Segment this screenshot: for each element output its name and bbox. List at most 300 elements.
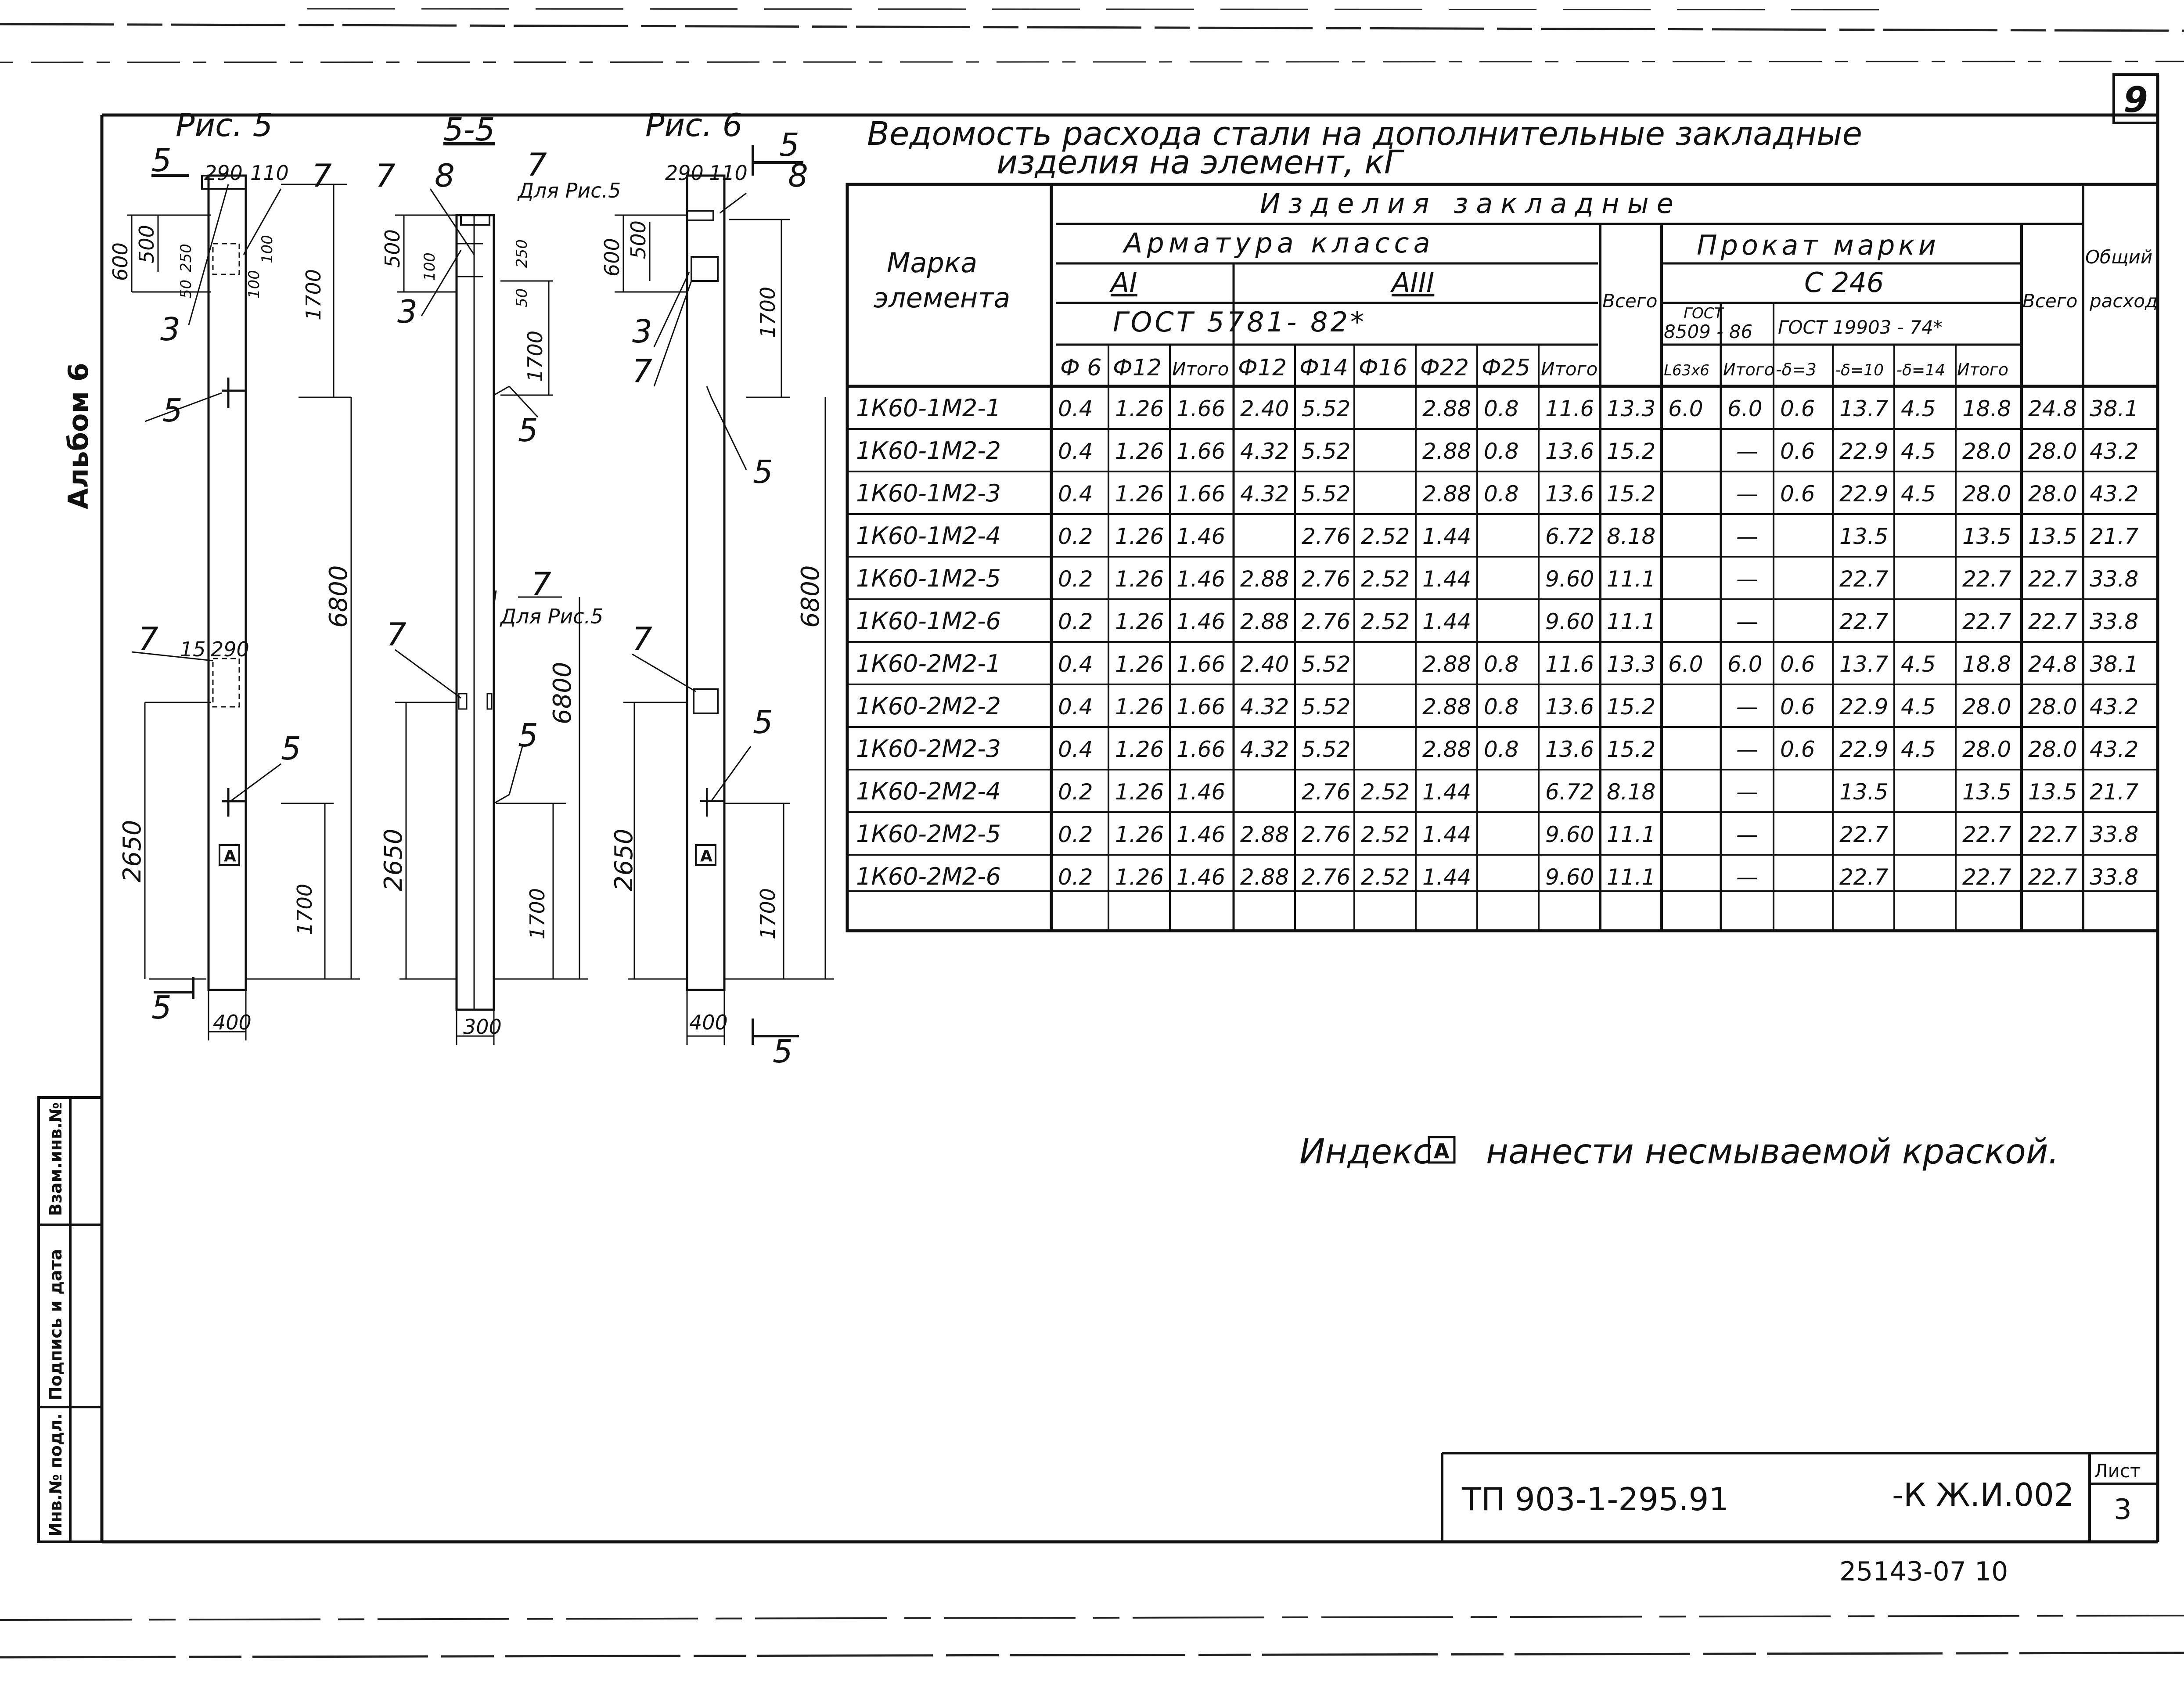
- table-cell: 13.3: [1607, 651, 1656, 677]
- table-cell: 1.44: [1422, 524, 1472, 549]
- sub-a1-f12: Ф12: [1113, 355, 1162, 381]
- table-cell: 22.9: [1839, 481, 1889, 507]
- table-cell: 13.7: [1839, 396, 1889, 421]
- table-cell: 2.88: [1422, 694, 1472, 720]
- table-cell: 0.8: [1484, 694, 1519, 720]
- table-cell: —: [1736, 694, 1758, 720]
- table-cell: 0.2: [1058, 822, 1093, 847]
- table-cell: 0.8: [1484, 439, 1519, 464]
- callout-7-mid-fig5: 7: [138, 620, 158, 657]
- figures: [127, 145, 834, 1045]
- hdr-total-overall-line2: расход: [2090, 290, 2158, 312]
- section-mark-5-top-fig6: 5: [779, 126, 799, 163]
- row-mark: 1К60-2М2-3: [856, 735, 1001, 763]
- table-cell: 6.0: [1668, 396, 1703, 421]
- callout-8-fig6: 8: [788, 157, 808, 194]
- callout-5-top-section: 5: [518, 412, 538, 449]
- table-cell: 4.5: [1901, 439, 1936, 464]
- table-cell: 13.5: [2028, 524, 2077, 549]
- table-cell: 1.46: [1177, 609, 1226, 634]
- table-cell: 13.3: [1607, 396, 1656, 421]
- table-cell: 0.6: [1780, 396, 1815, 421]
- row-mark: 1К60-1М2-6: [856, 607, 1001, 635]
- table-cell: 0.4: [1058, 694, 1093, 720]
- dim-290b-fig5: 290: [211, 637, 249, 661]
- table-cell: 1.26: [1115, 822, 1164, 847]
- table-cell: 4.32: [1240, 481, 1289, 507]
- archive-number: 25143-07 10: [1839, 1556, 2008, 1587]
- sub-a3-f25: Ф25: [1482, 355, 1530, 381]
- callout-5-bot-fig6: 5: [753, 704, 773, 741]
- table-cell: 28.0: [1962, 737, 2011, 762]
- table-cell: 2.52: [1361, 609, 1410, 634]
- hdr-rebar-class: Арматура класса: [1124, 227, 1435, 259]
- table-cell: 2.76: [1302, 864, 1351, 890]
- table-cell: 13.7: [1839, 651, 1889, 677]
- dim-1700-bottom-fig6: 1700: [756, 888, 780, 939]
- table-cell: 5.52: [1302, 481, 1351, 507]
- note-suffix: нанести несмываемой краской.: [1486, 1132, 2059, 1172]
- hdr-rolled-grade: Прокат марки: [1697, 229, 1940, 261]
- table-cell: 1.26: [1115, 524, 1164, 549]
- dim-290-fig5: 290: [204, 161, 243, 185]
- table-cell: 1.66: [1177, 694, 1226, 720]
- table-cell: —: [1736, 439, 1758, 464]
- row-mark: 1К60-2М2-4: [856, 777, 1001, 805]
- hdr-mark-line1: Марка: [887, 247, 978, 279]
- callout-7-for-fig5: 7: [527, 146, 547, 183]
- table-cell: 0.2: [1058, 524, 1093, 549]
- table-cell: 6.0: [1668, 651, 1703, 677]
- table-cell: —: [1736, 779, 1758, 805]
- row-mark: 1К60-1М2-5: [856, 565, 1001, 592]
- table-cell: 4.5: [1901, 481, 1936, 507]
- hdr-gost-8509: 8509 - 86: [1664, 321, 1753, 342]
- table-cell: 1.26: [1115, 651, 1164, 677]
- row-mark: 1К60-1М2-2: [856, 437, 1001, 464]
- table-cell: 18.8: [1962, 651, 2011, 677]
- callout-7-top-fig5: 7: [312, 157, 332, 194]
- table-cell: 1.26: [1115, 396, 1164, 421]
- callout-3-section: 3: [397, 293, 417, 330]
- table-cell: 1.26: [1115, 609, 1164, 634]
- table-cell: 1.44: [1422, 779, 1472, 805]
- hdr-total-rebar: Всего: [1602, 290, 1658, 312]
- callout-5-top-fig5: 5: [162, 392, 183, 429]
- table-cell: 0.4: [1058, 396, 1093, 421]
- table-cell: 33.8: [2090, 566, 2139, 592]
- hdr-rebar-gost: ГОСТ 5781- 82*: [1113, 306, 1367, 338]
- dim-100a-fig5: 100: [245, 270, 263, 299]
- table-cell: 22.7: [1839, 566, 1889, 592]
- sheet-label: Лист: [2094, 1460, 2141, 1482]
- dim-600-fig5: 600: [108, 242, 132, 281]
- dim-1700-top-section: 1700: [523, 330, 547, 382]
- table-cell: 22.7: [1839, 822, 1889, 847]
- dim-250-fig5: 250: [177, 244, 195, 272]
- note-prefix: Индекс: [1299, 1132, 1432, 1172]
- table-title-line2: изделия на элемент, кГ: [997, 144, 1403, 181]
- dim-100-section: 100: [421, 252, 439, 281]
- table-cell: 22.7: [1839, 864, 1889, 890]
- sub-19903-d14: -δ=14: [1896, 361, 1945, 379]
- sub-a3-f14: Ф14: [1299, 355, 1348, 381]
- table-cell: 0.6: [1780, 651, 1815, 677]
- table-cell: 1.46: [1177, 566, 1226, 592]
- dim-110-fig6: 110: [709, 161, 748, 185]
- table-cell: 15.2: [1607, 439, 1656, 464]
- table-cell: 6.0: [1727, 651, 1763, 677]
- table-cell: 1.26: [1115, 694, 1164, 720]
- table-cell: —: [1736, 737, 1758, 762]
- table-cell: 24.8: [2028, 396, 2077, 421]
- table-cell: 4.32: [1240, 439, 1289, 464]
- dim-500-fig5: 500: [135, 225, 158, 263]
- dim-2650-section: 2650: [379, 828, 408, 891]
- table-cell: 2.76: [1302, 524, 1351, 549]
- table-cell: —: [1736, 566, 1758, 592]
- row-mark: 1К60-1М2-3: [856, 479, 1001, 507]
- table-cell: 33.8: [2090, 822, 2139, 847]
- row-mark: 1К60-2М2-1: [856, 650, 1001, 677]
- table-cell: 13.6: [1545, 439, 1594, 464]
- table-cell: 13.6: [1545, 737, 1594, 762]
- sub-8509-l63: L63х6: [1664, 362, 1709, 379]
- row-mark: 1К60-2М2-2: [856, 692, 1001, 720]
- sheet-number: 3: [2114, 1494, 2132, 1526]
- table-cell: 1.44: [1422, 609, 1472, 634]
- table-cell: 22.7: [1962, 864, 2011, 890]
- table-cell: 22.9: [1839, 737, 1889, 762]
- table-cell: 9.60: [1545, 566, 1594, 592]
- table-grid: [847, 184, 2158, 931]
- table-cell: 11.1: [1607, 566, 1656, 592]
- table-cell: 9.60: [1545, 609, 1594, 634]
- table-cell: 22.7: [1962, 609, 2011, 634]
- table-cell: 43.2: [2090, 694, 2139, 720]
- stamp-signature-date: Подпись и дата: [46, 1249, 65, 1400]
- dim-400-fig6: 400: [689, 1011, 728, 1034]
- table-cell: 1.66: [1177, 481, 1226, 507]
- table-cell: 1.26: [1115, 439, 1164, 464]
- dim-100b-fig5: 100: [259, 235, 276, 263]
- fig5-title: Рис. 5: [176, 107, 273, 144]
- table-cell: 2.52: [1361, 566, 1410, 592]
- section-mark-5-top-fig5: 5: [151, 142, 172, 179]
- table-cell: 9.60: [1545, 864, 1594, 890]
- table-cell: 2.40: [1240, 396, 1289, 421]
- table-cell: —: [1736, 481, 1758, 507]
- callout-7-mid-for-fig5: 7: [531, 565, 551, 602]
- table-cell: 2.52: [1361, 864, 1410, 890]
- table-cell: 0.2: [1058, 566, 1093, 592]
- table-cell: 22.7: [2028, 822, 2077, 847]
- callout-5-bot-section: 5: [518, 717, 538, 754]
- table-cell: 15.2: [1607, 481, 1656, 507]
- table-cell: 22.7: [1962, 566, 2011, 592]
- table-cell: 1.46: [1177, 864, 1226, 890]
- page-number: 9: [2123, 79, 2148, 120]
- hdr-gost-8509-top: ГОСТ: [1684, 305, 1723, 322]
- table-cell: 2.88: [1240, 566, 1289, 592]
- callout-7-top-fig6: 7: [632, 353, 652, 389]
- table-cell: 28.0: [2028, 439, 2077, 464]
- sub-8509-total: Итого: [1723, 360, 1775, 379]
- table-cell: 4.32: [1240, 737, 1289, 762]
- table-cell: 5.52: [1302, 651, 1351, 677]
- dim-50-section: 50: [513, 288, 531, 307]
- table-cell: 0.4: [1058, 481, 1093, 507]
- table-cell: 13.5: [1962, 779, 2011, 805]
- callout-5-bot-fig5: 5: [281, 730, 301, 767]
- table-cell: 0.8: [1484, 481, 1519, 507]
- table-cell: 2.88: [1240, 864, 1289, 890]
- table-cell: 2.52: [1361, 779, 1410, 805]
- callout-5-top-fig6: 5: [753, 453, 773, 490]
- table-cell: 1.26: [1115, 566, 1164, 592]
- table-cell: 13.5: [1839, 779, 1889, 805]
- table-cell: 1.66: [1177, 439, 1226, 464]
- table-cell: 15.2: [1607, 694, 1656, 720]
- dim-1700-top-fig5: 1700: [302, 269, 325, 320]
- for-fig5-mid: Для Рис.5: [500, 605, 604, 628]
- doc-code: -К Ж.И.002: [1892, 1476, 2074, 1513]
- table-cell: 43.2: [2090, 737, 2139, 762]
- hdr-class-a3: АIII: [1392, 266, 1435, 299]
- sub-a3-f12: Ф12: [1238, 355, 1287, 381]
- dim-110-fig5: 110: [250, 161, 289, 185]
- table-cell: 0.2: [1058, 864, 1093, 890]
- table-cell: 28.0: [2028, 737, 2077, 762]
- dim-15-fig5: 15: [180, 637, 206, 661]
- callout-7-mid-section: 7: [386, 616, 407, 653]
- table-cell: 0.6: [1780, 439, 1815, 464]
- table-cell: 1.26: [1115, 737, 1164, 762]
- sub-19903-d10: -δ=10: [1835, 361, 1884, 379]
- callout-3-fig5: 3: [160, 311, 180, 348]
- table-cell: 24.8: [2028, 651, 2077, 677]
- table-cell: 8.18: [1607, 524, 1656, 549]
- hdr-total-overall-line1: Общий: [2085, 246, 2153, 268]
- table-cell: 22.9: [1839, 439, 1889, 464]
- table-cell: 0.8: [1484, 396, 1519, 421]
- table-cell: 13.5: [1962, 524, 2011, 549]
- table-cell: 0.8: [1484, 737, 1519, 762]
- album-label: Альбом 6: [62, 363, 94, 509]
- table-cell: 1.44: [1422, 566, 1472, 592]
- dim-500-fig6: 500: [626, 220, 650, 259]
- dim-6800-fig5: 6800: [324, 565, 353, 628]
- dim-6800-section: 6800: [548, 662, 577, 724]
- note-index-letter: А: [1434, 1139, 1450, 1163]
- stamp-replace-inv: Взам.инв.№: [46, 1102, 65, 1216]
- table-cell: 13.5: [1839, 524, 1889, 549]
- table-cell: 28.0: [1962, 439, 2011, 464]
- table-cell: 2.88: [1422, 737, 1472, 762]
- table-cell: 2.76: [1302, 779, 1351, 805]
- table-cell: 22.7: [2028, 566, 2077, 592]
- table-cell: 15.2: [1607, 737, 1656, 762]
- hdr-class-a1: АI: [1111, 266, 1137, 299]
- row-mark: 1К60-1М2-4: [856, 522, 1001, 550]
- table-cell: 2.88: [1422, 651, 1472, 677]
- table-cell: 22.7: [1839, 609, 1889, 634]
- dim-2650-fig6: 2650: [610, 828, 638, 891]
- dim-1700-top-fig6: 1700: [756, 286, 780, 338]
- sub-a3-f22: Ф22: [1420, 355, 1469, 381]
- dim-1700-bottom-section: 1700: [525, 888, 549, 939]
- table-cell: 4.5: [1901, 651, 1936, 677]
- sub-19903-d3: -δ=3: [1776, 360, 1817, 379]
- table-cell: 38.1: [2090, 396, 2139, 421]
- table-cell: 1.46: [1177, 779, 1226, 805]
- table-cell: 1.44: [1422, 822, 1472, 847]
- table-cell: 33.8: [2090, 864, 2139, 890]
- table-cell: 21.7: [2090, 524, 2139, 549]
- table-cell: 4.5: [1901, 737, 1936, 762]
- table-cell: 38.1: [2090, 651, 2139, 677]
- dim-400-fig5: 400: [213, 1011, 252, 1034]
- table-cell: 2.88: [1240, 609, 1289, 634]
- table-cell: 8.18: [1607, 779, 1656, 805]
- table-cell: 21.7: [2090, 779, 2139, 805]
- table-cell: 0.4: [1058, 737, 1093, 762]
- table-cell: 2.88: [1422, 481, 1472, 507]
- table-cell: 43.2: [2090, 481, 2139, 507]
- table-cell: 11.6: [1545, 651, 1594, 677]
- table-cell: 2.52: [1361, 822, 1410, 847]
- dim-290-fig6: 290: [665, 161, 704, 185]
- callout-7-top-section: 7: [375, 157, 396, 194]
- table-cell: 1.46: [1177, 822, 1226, 847]
- sub-a3-f16: Ф16: [1359, 355, 1407, 381]
- dim-300-section: 300: [463, 1015, 502, 1039]
- table-cell: 4.32: [1240, 694, 1289, 720]
- table-cell: 11.6: [1545, 396, 1594, 421]
- dim-250-section: 250: [513, 239, 531, 268]
- table-cell: 4.5: [1901, 396, 1936, 421]
- dim-50-fig5: 50: [177, 279, 195, 299]
- table-cell: —: [1736, 822, 1758, 847]
- table-cell: 33.8: [2090, 609, 2139, 634]
- table-cell: 6.72: [1545, 779, 1594, 805]
- row-mark: 1К60-2М2-6: [856, 863, 1001, 890]
- table-cell: 0.6: [1780, 694, 1815, 720]
- table-cell: 2.76: [1302, 609, 1351, 634]
- table-cell: 4.5: [1901, 694, 1936, 720]
- callout-7-mid-fig6: 7: [632, 620, 652, 657]
- table-cell: 5.52: [1302, 694, 1351, 720]
- callout-8-section: 8: [435, 157, 455, 194]
- section-title: 5-5: [443, 111, 495, 148]
- table-cell: 9.60: [1545, 822, 1594, 847]
- table-cell: 13.5: [2028, 779, 2077, 805]
- for-fig5-top: Для Рис.5: [518, 179, 621, 202]
- index-letter-fig5: А: [224, 847, 236, 865]
- table-cell: 0.6: [1780, 737, 1815, 762]
- table-cell: 2.76: [1302, 566, 1351, 592]
- sub-a3-total: Итого: [1541, 358, 1598, 380]
- dim-2650-fig5: 2650: [118, 820, 147, 882]
- hdr-mark-line2: элемента: [874, 282, 1011, 314]
- table-cell: 6.72: [1545, 524, 1594, 549]
- dim-500-section: 500: [381, 229, 404, 268]
- hdr-embedded: Изделия закладные: [1260, 187, 1681, 220]
- table-cell: 1.66: [1177, 737, 1226, 762]
- sub-19903-total: Итого: [1957, 360, 2009, 379]
- sub-a1-total: Итого: [1172, 358, 1229, 380]
- dim-600-fig6: 600: [600, 238, 624, 277]
- hdr-total-rolled: Всего: [2022, 290, 2078, 312]
- table-cell: 28.0: [2028, 694, 2077, 720]
- stamp-inv-no: Инв.№ подл.: [46, 1413, 65, 1537]
- table-cell: 1.26: [1115, 481, 1164, 507]
- table-cell: 18.8: [1962, 396, 2011, 421]
- table-cell: —: [1736, 609, 1758, 634]
- table-cell: 13.6: [1545, 694, 1594, 720]
- table-cell: 0.8: [1484, 651, 1519, 677]
- table-cell: 5.52: [1302, 737, 1351, 762]
- table-cell: 5.52: [1302, 396, 1351, 421]
- hdr-steel: С 246: [1804, 266, 1884, 299]
- table-cell: 2.40: [1240, 651, 1289, 677]
- row-mark: 1К60-1М2-1: [856, 394, 1001, 422]
- index-letter-fig6: А: [700, 847, 712, 865]
- table-cell: 0.4: [1058, 651, 1093, 677]
- table-cell: 1.26: [1115, 864, 1164, 890]
- table-cell: 1.46: [1177, 524, 1226, 549]
- callout-3-fig6: 3: [632, 313, 652, 350]
- table-cell: 22.7: [2028, 609, 2077, 634]
- section-mark-5-bottom-fig6: 5: [773, 1033, 793, 1070]
- table-cell: 2.88: [1240, 822, 1289, 847]
- table-cell: 0.6: [1780, 481, 1815, 507]
- table-cell: 1.66: [1177, 651, 1226, 677]
- fig6-title: Рис. 6: [645, 107, 743, 144]
- table-cell: 1.26: [1115, 779, 1164, 805]
- row-mark: 1К60-2М2-5: [856, 820, 1001, 848]
- table-cell: 6.0: [1727, 396, 1763, 421]
- table-cell: 43.2: [2090, 439, 2139, 464]
- table-cell: —: [1736, 524, 1758, 549]
- table-cell: 28.0: [1962, 481, 2011, 507]
- table-cell: 11.1: [1607, 864, 1656, 890]
- table-cell: —: [1736, 864, 1758, 890]
- table-cell: 28.0: [1962, 694, 2011, 720]
- table-cell: 2.88: [1422, 439, 1472, 464]
- table-cell: 5.52: [1302, 439, 1351, 464]
- table-cell: 11.1: [1607, 822, 1656, 847]
- table-cell: 22.9: [1839, 694, 1889, 720]
- table-cell: 0.4: [1058, 439, 1093, 464]
- table-cell: 2.52: [1361, 524, 1410, 549]
- table-cell: 0.2: [1058, 609, 1093, 634]
- table-cell: 1.66: [1177, 396, 1226, 421]
- table-cell: 1.44: [1422, 864, 1472, 890]
- table-cell: 11.1: [1607, 609, 1656, 634]
- dim-1700-bottom-fig5: 1700: [293, 883, 317, 935]
- hdr-gost-19903: ГОСТ 19903 - 74*: [1778, 317, 1943, 338]
- sub-a1-f6: Ф 6: [1060, 355, 1102, 381]
- table-cell: 2.88: [1422, 396, 1472, 421]
- table-cell: 0.2: [1058, 779, 1093, 805]
- table-cell: 13.6: [1545, 481, 1594, 507]
- table-title-line1: Ведомость расхода стали на дополнительные закладные: [867, 115, 1862, 153]
- dim-6800-fig6: 6800: [796, 565, 825, 628]
- table-cell: 22.7: [2028, 864, 2077, 890]
- table-cell: 22.7: [1962, 822, 2011, 847]
- table-cell: 2.76: [1302, 822, 1351, 847]
